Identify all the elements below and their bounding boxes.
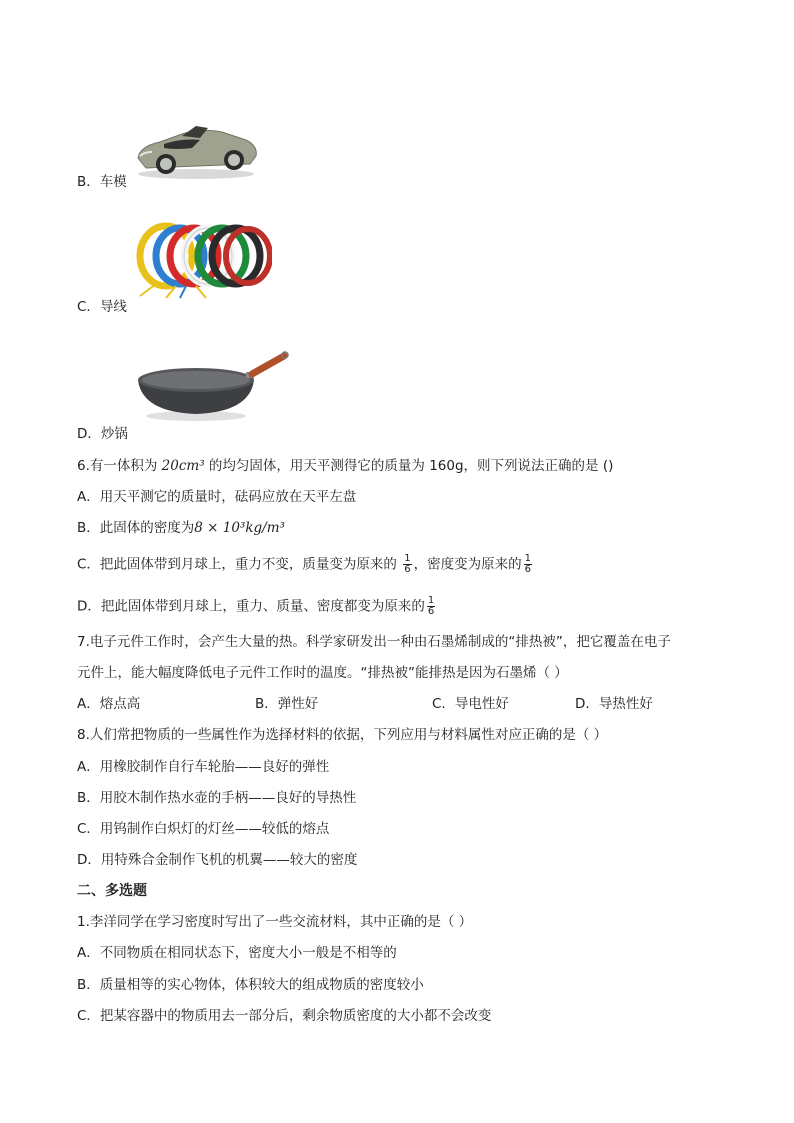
q5-option-b xyxy=(77,172,127,192)
q5-option-c xyxy=(77,297,127,317)
q6-option-d-text: D．把此固体带到月球上，重力、质量、密度都变为原来的 xyxy=(77,598,425,615)
q6-stem-prefix: 6.有一体积为 xyxy=(77,458,162,474)
toy-car-image xyxy=(130,118,260,180)
q6-option-d xyxy=(77,596,437,617)
fraction-one-sixth xyxy=(524,554,532,575)
option-text: 导线 xyxy=(99,299,127,315)
frac-den: 6 xyxy=(524,564,531,575)
q7-stem-line2: 元件上，能大幅度降低电子元件工作时的温度。“排热被”能排热是因为石墨烯（ ） xyxy=(77,665,568,681)
q6-stem xyxy=(77,456,613,476)
q8-option-d: D．用特殊合金制作飞机的机翼——较大的密度 xyxy=(77,852,358,868)
fraction-one-sixth xyxy=(427,596,435,617)
q6-option-b xyxy=(77,518,285,538)
q6-density: 8 × 10³kg/m³ xyxy=(194,520,285,536)
q6-option-b-text: B．此固体的密度为 xyxy=(77,520,195,536)
q6-option-c-text: C．把此固体带到月球上，重力不变，质量变为原来的 xyxy=(77,556,402,573)
option-text: 炒锅 xyxy=(100,426,128,442)
q7-option-d: D．导热性好 xyxy=(575,696,653,712)
option-letter: C． xyxy=(77,299,100,315)
q7-option-b: B．弹性好 xyxy=(255,696,319,712)
frac-num: 1 xyxy=(524,553,531,564)
q6-option-a: A．用天平测它的质量时，砝码应放在天平左盘 xyxy=(77,489,357,505)
q6-option-c-text2: ，密度变为原来的 xyxy=(413,556,522,573)
frac-num: 1 xyxy=(404,553,411,564)
option-text: 车模 xyxy=(99,174,127,190)
q7-option-c: C．导电性好 xyxy=(432,696,509,712)
q6-stem-suffix: 的均匀固体，用天平测得它的质量为 160g，则下列说法正确的是 () xyxy=(204,458,614,474)
fraction-one-sixth xyxy=(403,554,411,575)
s2-q1-option-a: A．不同物质在相同状态下，密度大小一般是不相等的 xyxy=(77,945,397,961)
q8-option-c: C．用钨制作白炽灯的灯丝——较低的熔点 xyxy=(77,821,330,837)
option-letter: D． xyxy=(77,426,101,442)
q7-option-a: A．熔点高 xyxy=(77,696,141,712)
option-letter: B． xyxy=(77,174,100,190)
frac-den: 6 xyxy=(427,606,435,617)
q6-volume: 20cm³ xyxy=(161,458,205,474)
s2-q1-stem: 1.李洋同学在学习密度时写出了一些交流材料，其中正确的是（ ） xyxy=(77,914,473,930)
s2-q1-option-c: C．把某容器中的物质用去一部分后，剩余物质密度的大小都不会改变 xyxy=(77,1008,492,1024)
s2-q1-option-b: B．质量相等的实心物体，体积较大的组成物质的密度较小 xyxy=(77,977,424,993)
q8-option-b: B．用胶木制作热水壶的手柄——良好的导热性 xyxy=(77,790,357,806)
wire-coils-image xyxy=(136,218,272,300)
section-heading: 二、多选题 xyxy=(77,883,147,899)
q8-stem: 8.人们常把物质的一些属性作为选择材料的依据，下列应用与材料属性对应正确的是（ ） xyxy=(77,727,608,743)
wok-image xyxy=(134,350,290,422)
frac-den: 6 xyxy=(404,564,411,575)
q8-option-a: A．用橡胶制作自行车轮胎——良好的弹性 xyxy=(77,759,330,775)
q6-option-c xyxy=(77,554,534,575)
frac-num: 1 xyxy=(427,595,435,606)
q7-options xyxy=(77,694,717,714)
q7-stem-line1: 7.电子元件工作时，会产生大量的热。科学家研发出一种由石墨烯制成的“排热被”，把它覆盖在电子 xyxy=(77,634,671,650)
q5-option-d xyxy=(77,424,128,444)
